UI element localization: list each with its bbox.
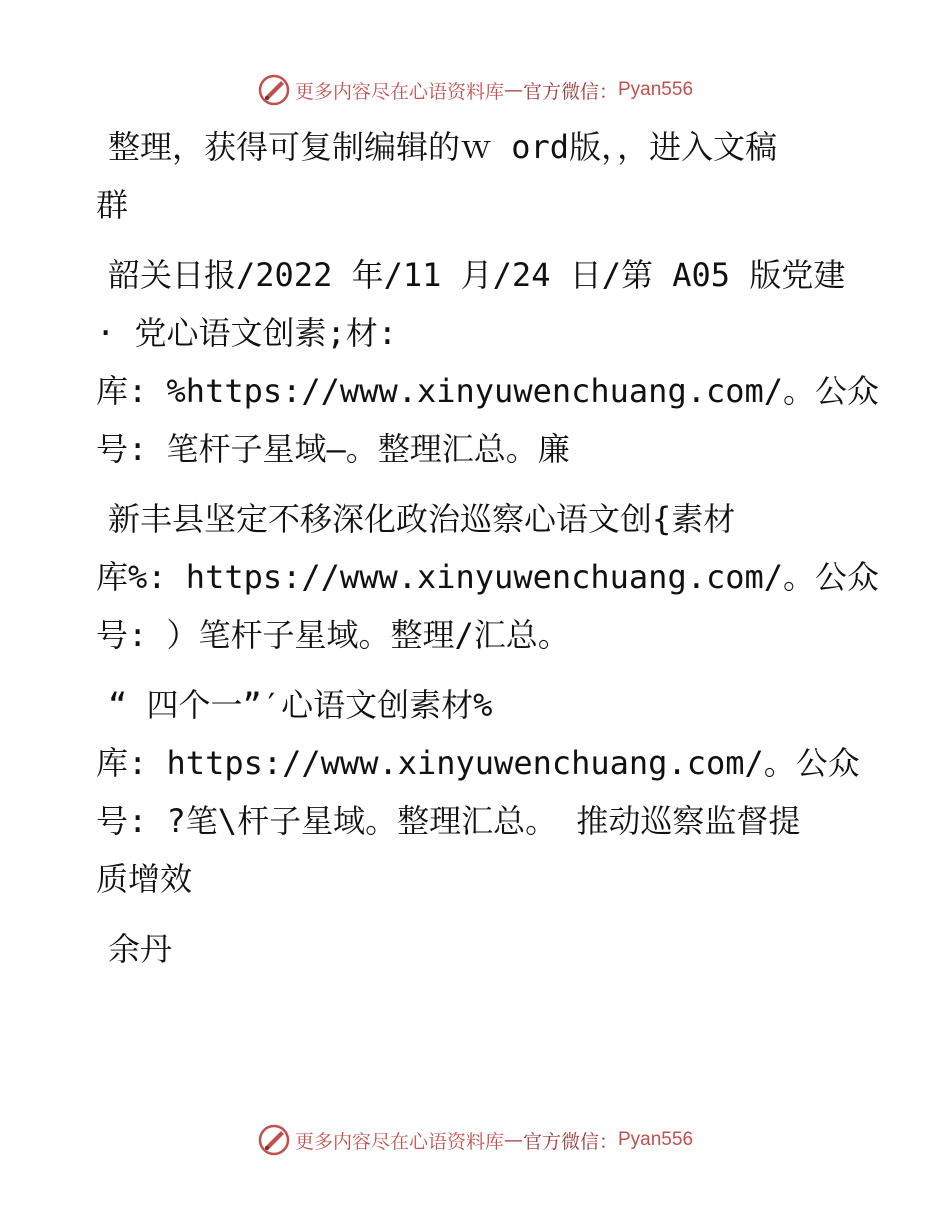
text-line: “ 四个一”′心语文创素材% bbox=[108, 686, 493, 724]
watermark-wechat: Pyan556 bbox=[618, 1129, 694, 1150]
text-line: 号: ?笔\杆子星域。整理汇总。 推动巡察监督提 bbox=[96, 802, 801, 840]
paragraph bbox=[96, 490, 880, 664]
watermark-dash: — bbox=[503, 79, 523, 101]
text-line: 群 bbox=[96, 186, 129, 224]
watermark-dash: — bbox=[503, 1129, 523, 1151]
watermark-text: 更多内容尽在心语资料库 bbox=[294, 80, 504, 103]
pen-logo-icon bbox=[257, 73, 291, 107]
pen-logo-icon bbox=[257, 1123, 291, 1157]
paragraph bbox=[96, 920, 836, 978]
text-line: 新丰县坚定不移深化政治巡察心语文创{素材 bbox=[108, 500, 736, 538]
text-line: 韶关日报/2022 年/11 月/24 日/第 A05 版党建 bbox=[108, 256, 846, 294]
paragraph bbox=[96, 676, 860, 908]
watermark-official: 官方微信： bbox=[522, 1130, 618, 1153]
watermark-wechat: Pyan556 bbox=[618, 79, 694, 100]
text-line: 号: ）笔杆子星域。整理/汇总。 bbox=[96, 616, 570, 654]
text-line: 库: https://www.xinyuwenchuang.com/。公众 bbox=[96, 744, 860, 782]
text-line: · 党心语文创素;材: bbox=[96, 314, 398, 352]
paragraph bbox=[96, 246, 880, 478]
text-line: 余丹 bbox=[108, 930, 173, 968]
text-line: 号: 笔杆子星域—。整理汇总。廉 bbox=[96, 430, 570, 468]
paragraph bbox=[96, 118, 836, 234]
text-line: 库%: https://www.xinyuwenchuang.com/。公众 bbox=[96, 558, 880, 596]
footer-watermark bbox=[0, 1120, 950, 1160]
watermark-official: 官方微信： bbox=[522, 80, 618, 103]
document-body bbox=[96, 118, 880, 990]
header-watermark bbox=[0, 70, 950, 110]
watermark-text: 更多内容尽在心语资料库 bbox=[294, 1130, 504, 1153]
text-line: 整理，获得可复制编辑的ｗ ord版，，进入文稿 bbox=[108, 128, 778, 166]
text-line: 质增效 bbox=[96, 860, 193, 898]
text-line: 库: %https://www.xinyuwenchuang.com/。公众 bbox=[96, 372, 880, 410]
